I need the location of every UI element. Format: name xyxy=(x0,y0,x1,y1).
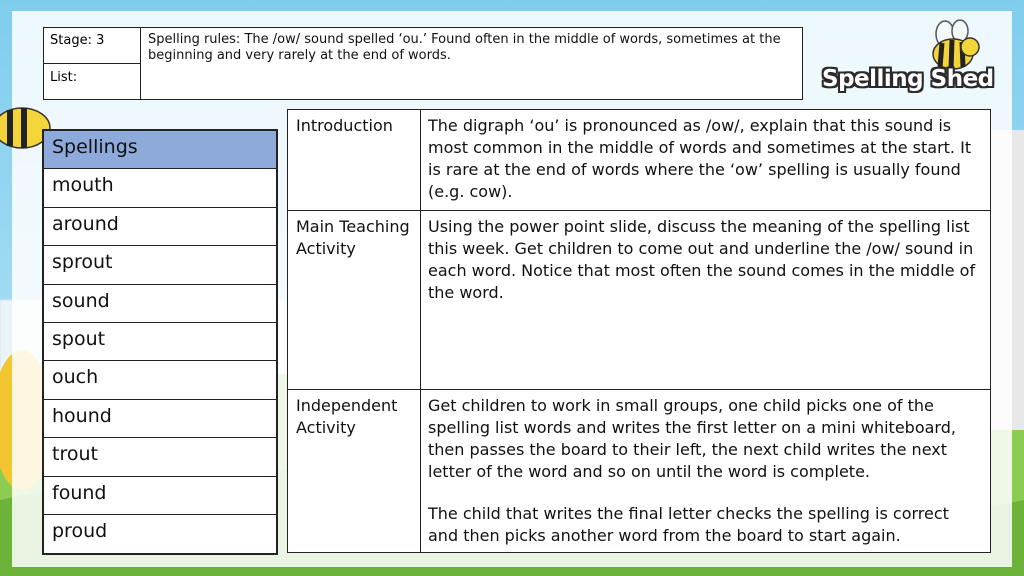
main-teaching-row xyxy=(288,211,990,390)
row-text xyxy=(428,395,980,547)
spelling-word: spout xyxy=(44,323,276,361)
spelling-word: mouth xyxy=(44,169,276,207)
spelling-word: sprout xyxy=(44,246,276,284)
row-label: Introduction xyxy=(288,110,421,210)
row-text xyxy=(428,115,980,203)
paragraph: The child that writes the final letter checks the spelling is correct and then picks another word from the board to start again. xyxy=(428,504,949,545)
independent-row xyxy=(288,390,990,552)
bee-icon xyxy=(933,20,979,69)
stage-value: 3 xyxy=(96,33,105,48)
introduction-row xyxy=(288,110,990,211)
spelling-word: found xyxy=(44,477,276,515)
row-label: Independent Activity xyxy=(288,390,421,552)
paragraph: Get children to work in small groups, one child picks one of the spelling list words and writes the first letter on a mini whiteboard, then passes the board to their left, the next child writes the next letter of the word and so on until the word is complete. xyxy=(428,396,956,481)
row-text xyxy=(428,216,980,304)
spelling-word: sound xyxy=(44,285,276,323)
list-label: List: xyxy=(50,70,78,85)
spelling-word: hound xyxy=(44,400,276,438)
header-left-column xyxy=(44,28,141,99)
spellings-heading: Spellings xyxy=(44,131,276,169)
spelling-rules-text: Spelling rules: The /ow/ sound spelled ‘ou.’ Found often in the middle of words, sometimes at the beginning and very rarely at the end of words. xyxy=(148,32,781,63)
stage-label: Stage: xyxy=(50,33,92,48)
spelling-word: ouch xyxy=(44,361,276,399)
spelling-word: trout xyxy=(44,438,276,476)
spelling-word: around xyxy=(44,208,276,246)
activities-table xyxy=(287,109,991,553)
spelling-word: proud xyxy=(52,519,108,542)
header-box xyxy=(43,27,803,100)
row-label: Main Teaching Activity xyxy=(288,211,421,389)
spellings-list xyxy=(42,129,278,555)
stage-cell xyxy=(44,28,140,64)
paragraph: The digraph ‘ou’ is pronounced as /ow/, explain that this sound is most common in the middle of words and sometimes at the start. It is rare at the end of words where the ‘ow’ spelling is usually found (e.g. cow). xyxy=(428,116,972,201)
logo-wordmark: Spelling Shed xyxy=(822,66,994,92)
paragraph: Using the power point slide, discuss the meaning of the spelling list this week. Get children to come out and underline the /ow/ sound in each word. Notice that most often the sound comes in the middle of the word. xyxy=(428,217,976,302)
